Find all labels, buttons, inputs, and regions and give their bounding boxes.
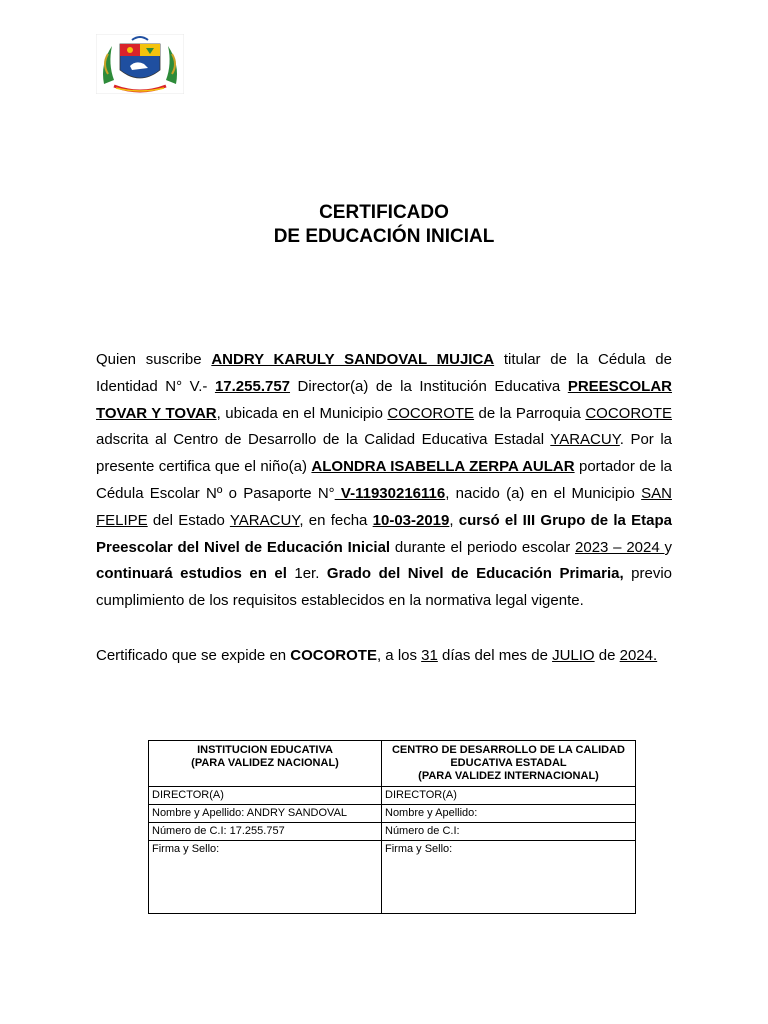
course-description: cursó el III Grupo de la Etapa Preescolar del Nivel de Educación Inicial (96, 511, 672, 556)
issue-month: JULIO (552, 647, 595, 664)
body-text: Quien suscribe (96, 351, 212, 368)
issue-statement (96, 643, 696, 669)
body-text: adscrita al Centro de Desarrollo de la Calidad Educativa Estadal (96, 431, 551, 449)
body-text: , nacido (a) en el Municipio (445, 484, 642, 502)
birth-date: 10-03-2019 (372, 511, 450, 529)
estado-cdce: YARACUY (550, 431, 620, 449)
issue-text: , a los (376, 647, 422, 664)
director-name: ANDRY KARULY SANDOVAL MUJICA (211, 351, 495, 368)
birth-estado: YARACUY, (229, 511, 304, 529)
continue-text: continuará estudios en el (96, 565, 287, 583)
municipio: COCOROTE (387, 404, 475, 422)
header-line: (PARA VALIDEZ NACIONAL) (191, 757, 339, 769)
body-text: titular de la Cédula de Identidad N° V.- (96, 351, 672, 395)
header-line: INSTITUCION EDUCATIVA (197, 744, 333, 756)
right-role-cell: DIRECTOR(A) (382, 787, 636, 805)
left-role-cell: DIRECTOR(A) (149, 787, 382, 805)
parroquia: COCOROTE (585, 404, 672, 422)
body-text: de la Parroquia (474, 404, 586, 422)
issue-text: de (594, 647, 620, 664)
student-name: ALONDRA ISABELLA ZERPA AULAR (311, 458, 575, 476)
table-row (149, 805, 636, 823)
national-validity-header (149, 741, 382, 787)
body-text: del Estado (147, 511, 230, 529)
body-text: en fecha (303, 511, 373, 529)
issue-text: Certificado que se expide en (96, 647, 291, 664)
table-row (149, 787, 636, 805)
next-grade: Grado del Nivel de Educación Primaria, (326, 565, 624, 583)
table-row (149, 823, 636, 841)
body-text: portador de la Cédula Escolar Nº o Pasaporte N° (96, 458, 672, 502)
left-ci-cell: Número de C.I: 17.255.757 (149, 823, 382, 841)
right-ci-cell: Número de C.I: (382, 823, 636, 841)
issue-day: 31 (421, 647, 438, 664)
institution-name: PREESCOLAR TOVAR Y TOVAR (96, 377, 672, 422)
body-text: y (664, 538, 672, 556)
table-row (149, 841, 636, 914)
international-validity-header (382, 741, 636, 787)
body-text: , (449, 511, 459, 529)
director-ci: 17.255.757 (214, 377, 291, 395)
header-line: CENTRO DE DESARROLLO DE LA CALIDAD EDUCATIVA ESTADAL (391, 744, 626, 769)
coat-of-arms-emblem (96, 34, 184, 94)
student-id: V-11930216116 (334, 484, 446, 502)
header-line: (PARA VALIDEZ INTERNACIONAL) (418, 770, 599, 782)
certificate-body (96, 347, 672, 615)
body-text: . Por la presente certifica que el niño(a) (96, 431, 672, 476)
issue-text: días del mes de (437, 647, 553, 664)
right-signature-cell: Firma y Sello: (382, 841, 636, 914)
left-name-cell: Nombre y Apellido: ANDRY SANDOVAL (149, 805, 382, 823)
right-name-cell: Nombre y Apellido: (382, 805, 636, 823)
certificate-subtitle: DE EDUCACIÓN INICIAL (273, 226, 495, 247)
body-text: Director(a) de la Institución Educativa (290, 377, 568, 395)
body-text: , ubicada en el Municipio (216, 404, 388, 422)
body-text: previo cumplimiento de los requisitos establecidos en la normativa legal vigente. (96, 565, 673, 610)
left-signature-cell: Firma y Sello: (149, 841, 382, 914)
table-row (149, 741, 636, 787)
issue-place: COCOROTE (290, 647, 377, 664)
body-text: durante el periodo escolar (390, 538, 576, 556)
certificate-title: CERTIFICADO (319, 202, 449, 223)
body-text: 1er. (286, 565, 327, 583)
birth-municipio: SAN FELIPE (96, 484, 672, 529)
signature-table (148, 740, 636, 914)
issue-year: 2024. (619, 647, 658, 664)
school-period: 2023 – 2024 (575, 538, 665, 556)
